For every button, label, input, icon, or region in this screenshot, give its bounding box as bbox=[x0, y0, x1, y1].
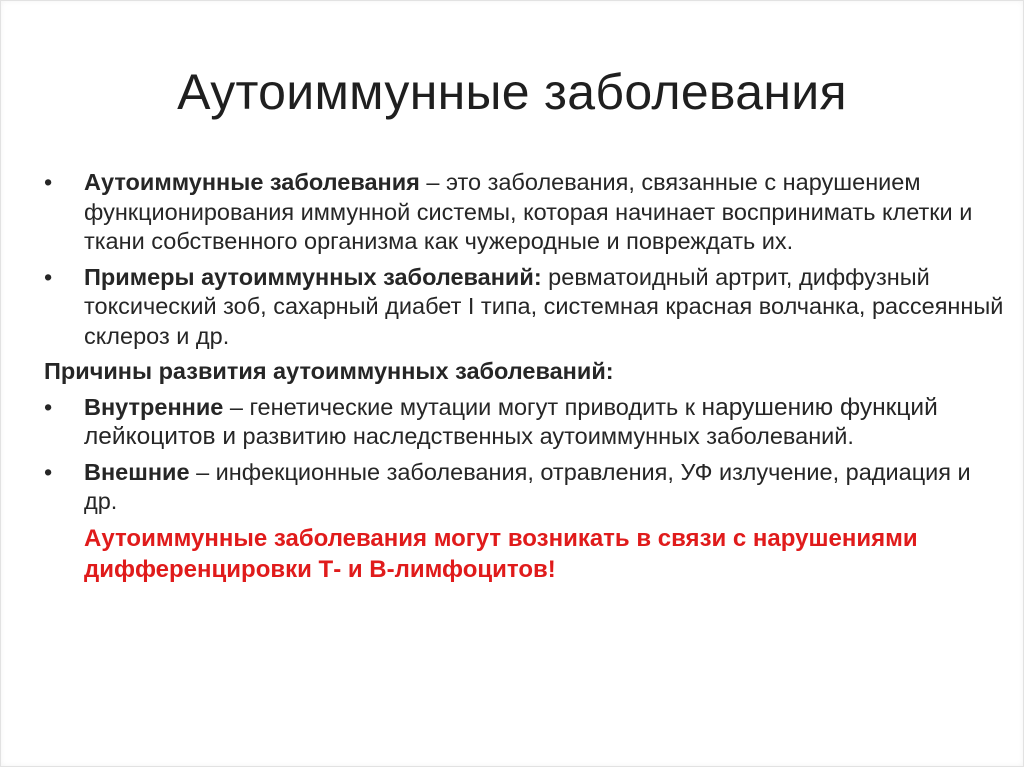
definition-bullet bbox=[44, 168, 1004, 257]
bullet-dot-icon: • bbox=[44, 393, 53, 420]
internal-causes-text-emphasis: нарушению функций лейкоцитов и bbox=[84, 393, 938, 450]
internal-causes-bullet bbox=[44, 393, 1004, 452]
bullet-dot-icon: • bbox=[44, 169, 53, 195]
external-causes-bullet bbox=[44, 458, 1004, 517]
definition-text: – это заболевания, связанные с нарушением функционирования иммунной системы, которая начинает воспринимать клетки и ткани собственного организма как чужеродные и повреждать их. bbox=[84, 169, 973, 254]
internal-causes-text-a: – генетические мутации могут приводить к bbox=[223, 393, 702, 420]
examples-text: ревматоидный артрит, диффузный токсический зоб, сахарный диабет I типа, системная красная волчанка, рассеянный склероз и др. bbox=[84, 263, 1004, 349]
red-note: Аутоиммунные заболевания могут возникать в связи с нарушениями дифференцировки Т- и В-лимфоцитов! bbox=[84, 524, 918, 583]
examples-term: Примеры аутоиммунных заболеваний: bbox=[84, 263, 542, 290]
slide-content bbox=[44, 168, 1004, 585]
bullet-dot-icon: • bbox=[44, 263, 53, 290]
external-causes-text: – инфекционные заболевания, отравления, УФ излучение, радиация и др. bbox=[84, 458, 971, 514]
external-causes-term: Внешние bbox=[84, 458, 190, 485]
examples-bullet bbox=[44, 263, 1004, 352]
slide-title: Аутоиммунные заболевания bbox=[177, 64, 847, 120]
definition-term: Аутоиммунные заболевания bbox=[84, 169, 420, 195]
bullet-dot-icon: • bbox=[44, 458, 53, 485]
internal-causes-term: Внутренние bbox=[84, 393, 224, 420]
internal-causes-text-b: развитию наследственных аутоиммунных заболеваний. bbox=[236, 423, 854, 449]
causes-heading: Причины развития аутоиммунных заболеваний: bbox=[44, 358, 614, 384]
